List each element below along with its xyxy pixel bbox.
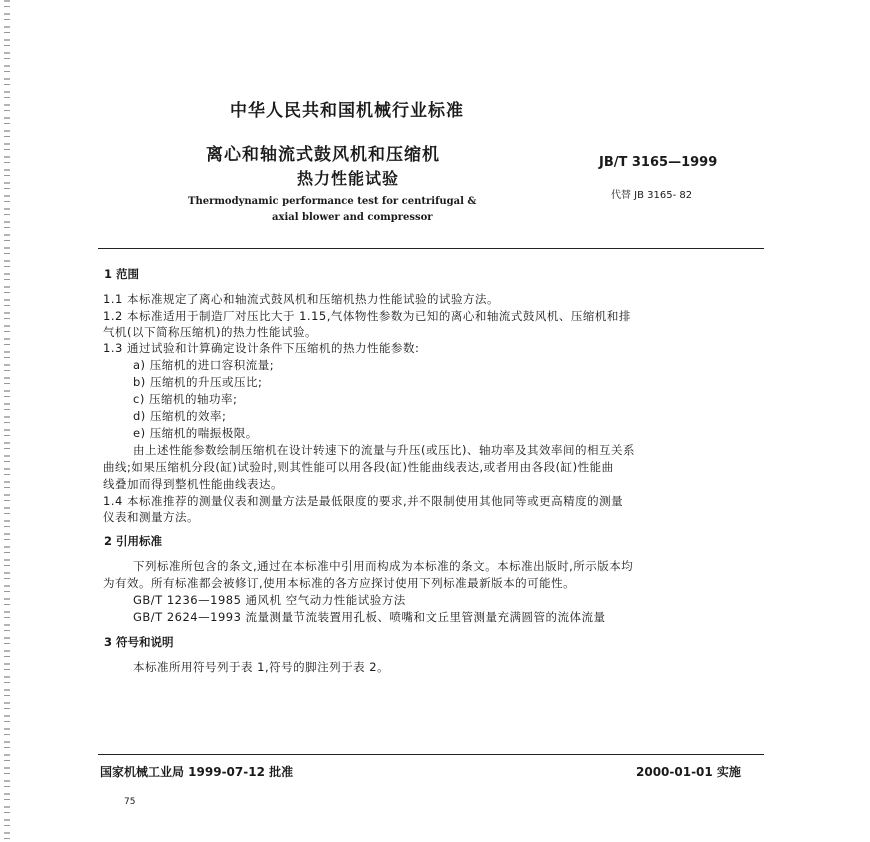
list-item-a: a) 压缩机的进口容积流量; — [133, 358, 275, 372]
footer-divider — [98, 754, 764, 755]
approval-date: 国家机械工业局 1999-07-12 批准 — [100, 765, 294, 779]
title-english-line2: axial blower and compressor — [272, 212, 433, 223]
clause-1-1: 1.1 本标准规定了离心和轴流式鼓风机和压缩机热力性能试验的试验方法。 — [103, 292, 499, 306]
clause-1-2-line1: 1.2 本标准适用于制造厂对压比大于 1.15,气体物性参数为已知的离心和轴流式鼓风机、压缩机和排 — [103, 309, 631, 323]
issuing-organization: 中华人民共和国机械行业标准 — [230, 101, 464, 121]
replaces-standard: 代替 JB 3165- 82 — [611, 190, 693, 201]
clause-1-4-line2: 仪表和测量方法。 — [103, 510, 199, 524]
header-divider — [98, 248, 764, 249]
effective-date: 2000-01-01 实施 — [636, 765, 741, 779]
paragraph-3: 本标准所用符号列于表 1,符号的脚注列于表 2。 — [133, 660, 390, 674]
list-item-d: d) 压缩机的效率; — [133, 409, 227, 423]
section-3-heading: 3 符号和说明 — [104, 635, 174, 649]
clause-1-4-line1: 1.4 本标准推荐的测量仪表和测量方法是最低限度的要求,并不限制使用其他同等或更高精度的测量 — [103, 494, 624, 508]
page-number: 75 — [124, 797, 136, 807]
scan-edge-artifact — [4, 0, 10, 842]
section-2-heading: 2 引用标准 — [104, 534, 163, 548]
clause-1-2-line2: 气机(以下简称压缩机)的热力性能试验。 — [103, 325, 317, 339]
reference-gb-t-2624: GB/T 2624—1993 流量测量节流装置用孔板、喷嘴和文丘里管测量充满圆管的流体流量 — [133, 610, 606, 624]
standard-number: JB/T 3165—1999 — [599, 155, 718, 170]
section-1-heading: 1 范围 — [104, 267, 140, 281]
title-chinese-line1: 离心和轴流式鼓风机和压缩机 — [206, 145, 440, 165]
list-item-e: e) 压缩机的喘振极限。 — [133, 426, 258, 440]
paragraph-2-line2: 为有效。所有标准都会被修订,使用本标准的各方应探讨使用下列标准最新版本的可能性。 — [103, 576, 576, 590]
reference-gb-t-1236: GB/T 1236—1985 通风机 空气动力性能试验方法 — [133, 593, 406, 607]
paragraph-1-line2: 曲线;如果压缩机分段(缸)试验时,则其性能可以用各段(缸)性能曲线表达,或者用由各段(缸)性能曲 — [103, 460, 614, 474]
title-english-line1: Thermodynamic performance test for centrifugal & — [188, 196, 477, 207]
paragraph-2-line1: 下列标准所包含的条文,通过在本标准中引用而构成为本标准的条文。本标准出版时,所示版本均 — [133, 559, 634, 573]
title-chinese-line2: 热力性能试验 — [297, 169, 400, 188]
clause-1-3: 1.3 通过试验和计算确定设计条件下压缩机的热力性能参数: — [103, 341, 420, 355]
paragraph-1-line1: 由上述性能参数绘制压缩机在设计转速下的流量与升压(或压比)、轴功率及其效率间的相互关系 — [133, 443, 635, 457]
list-item-c: c) 压缩机的轴功率; — [133, 392, 238, 406]
list-item-b: b) 压缩机的升压或压比; — [133, 375, 263, 389]
paragraph-1-line3: 线叠加而得到整机性能曲线表达。 — [103, 477, 283, 491]
